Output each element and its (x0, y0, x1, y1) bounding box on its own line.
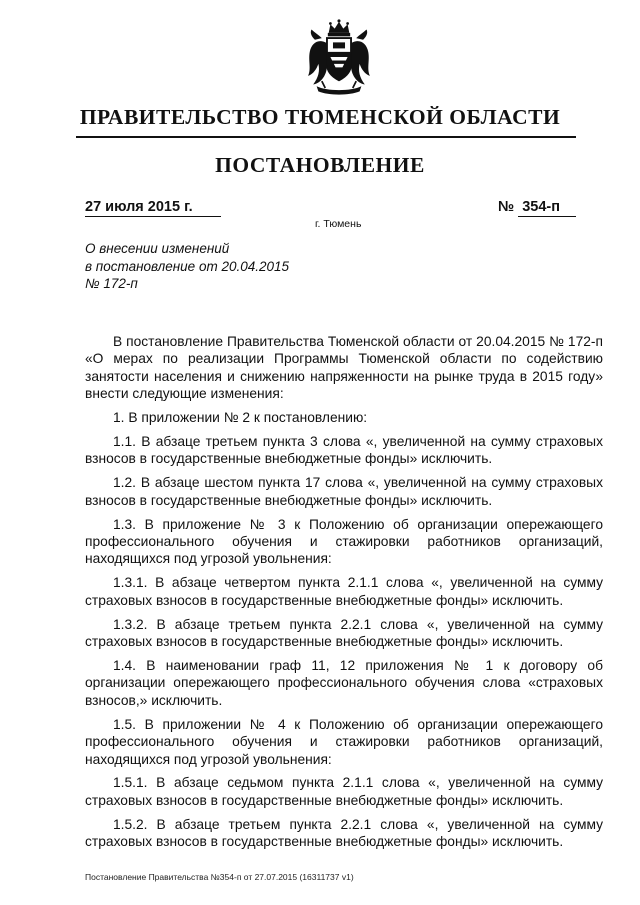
document-subject (85, 240, 289, 293)
number-value: 354-п (518, 199, 576, 217)
document-body (85, 333, 603, 857)
body-paragraph: 1.2. В абзаце шестом пункта 17 слова «, увеличенной на сумму страховых взносов в государственные внебюджетные фонды» исключить. (85, 475, 603, 508)
number-label: № (498, 199, 515, 215)
document-city: г. Тюмень (315, 218, 362, 230)
subject-line: № 172-п (85, 276, 138, 291)
body-paragraph: В постановление Правительства Тюменской области от 20.04.2015 № 172-п «О мерах по реализации Программы Тюменской области по содействию занятости населения и снижению напряженности на рынке труда в 2015 году» внести следующие изменения: (85, 334, 603, 402)
document-number (498, 199, 576, 217)
body-paragraph: 1.5.1. В абзаце седьмом пункта 2.1.1 слова «, увеличенной на сумму страховых взносов в государственные внебюджетные фонды» исключить. (85, 775, 603, 808)
body-paragraph: 1.3. В приложение № 3 к Положению об организации опережающего профессионального обучения и стажировки работников организаций, находящихся под угрозой увольнения: (85, 516, 603, 567)
body-paragraph: 1.3.2. В абзаце третьем пункта 2.2.1 слова «, увеличенной на сумму страховых взносов в государственные внебюджетные фонды» исключить. (85, 616, 603, 650)
body-paragraph: 1.1. В абзаце третьем пункта 3 слова «, увеличенной на сумму страховых взносов в государственные внебюджетные фонды» исключить. (85, 434, 603, 467)
body-paragraph: 1.5. В приложении № 4 к Положению об организации опережающего профессионального обучения и стажировки работников организаций, находящихся под угрозой увольнения: (85, 716, 603, 767)
document-type: ПОСТАНОВЛЕНИЕ (215, 153, 425, 177)
header-divider (76, 136, 576, 138)
subject-line: О внесении изменений (85, 241, 230, 256)
body-paragraph: 1.4. В наименовании граф 11, 12 приложения № 1 к договору об организации опережающего профессионального обучения слова «страховых взносов,» исключить. (85, 658, 603, 708)
document-footer: Постановление Правительства №354-п от 27.07.2015 (16311737 v1) (85, 872, 354, 882)
body-paragraph: 1. В приложении № 2 к постановлению: (113, 410, 368, 426)
organization-title: ПРАВИТЕЛЬСТВО ТЮМЕНСКОЙ ОБЛАСТИ (79, 105, 561, 129)
tyumen-coat-of-arms-icon (296, 14, 382, 100)
subject-line: в постановление от 20.04.2015 (85, 258, 290, 274)
body-paragraph: 1.3.1. В абзаце четвертом пункта 2.1.1 слова «, увеличенной на сумму страховых взносов в государственные внебюджетные фонды» исключить. (85, 575, 603, 608)
document-date: 27 июля 2015 г. (85, 199, 221, 217)
body-paragraph: 1.5.2. В абзаце третьем пункта 2.2.1 слова «, увеличенной на сумму страховых взносов в государственные внебюджетные фонды» исключить. (85, 816, 603, 850)
